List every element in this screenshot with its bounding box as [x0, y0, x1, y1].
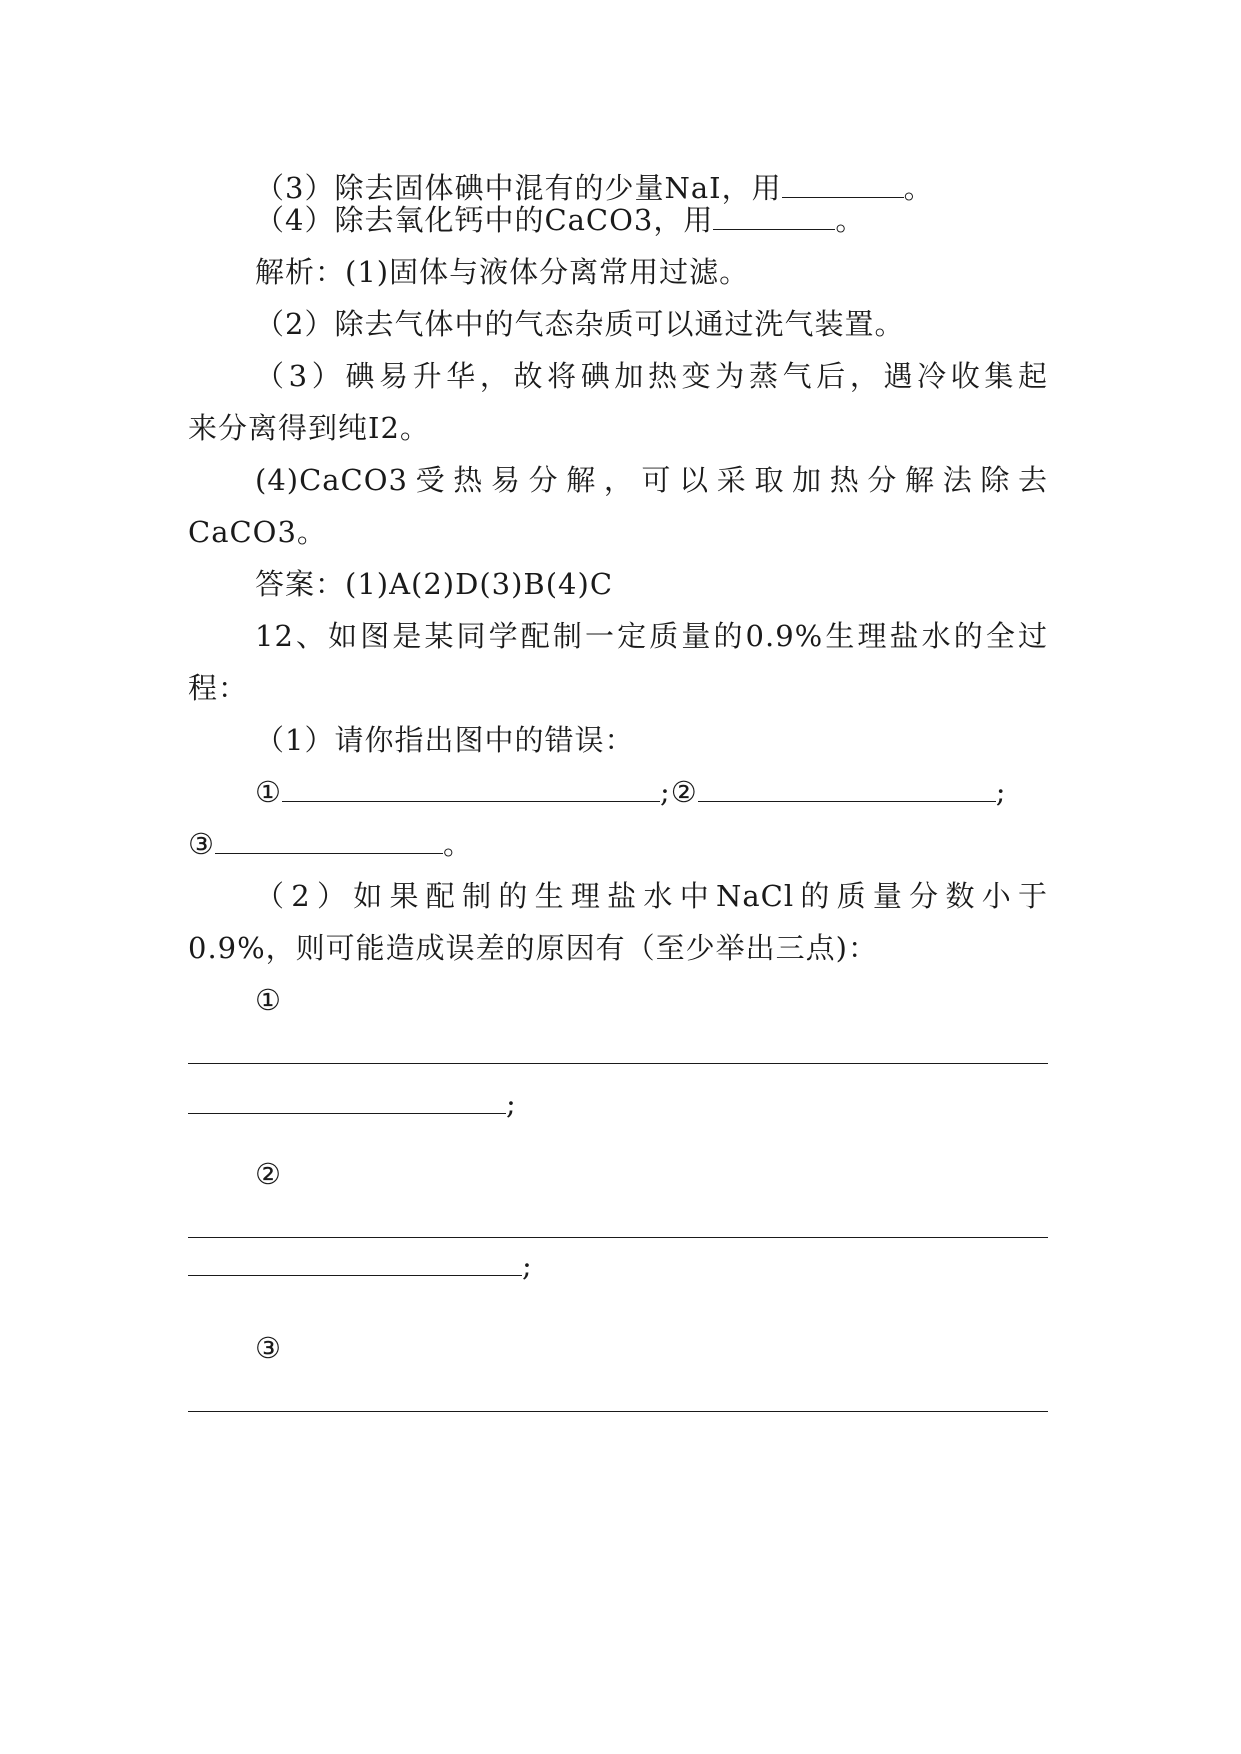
error-2-separator: ;	[995, 775, 1007, 809]
error-2-blank	[698, 773, 996, 802]
question-4-text: （4）除去氧化钙中的CaCO3，用	[255, 203, 714, 237]
error-3-end: 。	[443, 827, 474, 861]
question-12-part-1: （1）请你指出图中的错误：	[255, 723, 635, 757]
error-1-marker: ①	[255, 775, 282, 809]
analysis-3-line-1: （3）碘易升华，故将碘加热变为蒸气后，遇冷收集起	[255, 359, 1048, 393]
reason-2-end: ;	[522, 1249, 533, 1283]
reason-1-line-2	[188, 1084, 1048, 1124]
errors-line-1	[255, 772, 1048, 812]
question-12-part-2-line-2: 0.9%，则可能造成误差的原因有（至少举出三点)：	[188, 931, 878, 965]
reason-2-marker: ②	[255, 1157, 282, 1191]
question-4-end: 。	[835, 203, 866, 237]
reason-1-blank-line-2	[188, 1085, 506, 1114]
error-1-blank	[282, 773, 660, 802]
answer-line: 答案：(1)A(2)D(3)B(4)C	[255, 567, 614, 601]
reason-3-blank-line-1	[188, 1411, 1048, 1412]
reason-2-line-2	[188, 1246, 1048, 1286]
analysis-3-line-2: 来分离得到纯I2。	[188, 411, 430, 445]
reason-1-blank-line-1	[188, 1063, 1048, 1064]
analysis-4-line-2: CaCO3。	[188, 515, 327, 549]
error-3-blank	[215, 825, 443, 854]
analysis-2-line: （2）除去气体中的气态杂质可以通过洗气装置。	[255, 307, 905, 341]
analysis-4-line-1: (4)CaCO3受热易分解，可以采取加热分解法除去	[255, 463, 1048, 497]
reason-1-end: ;	[506, 1087, 517, 1121]
error-1-separator: ;	[660, 775, 671, 809]
analysis-1-line: 解析：(1)固体与液体分离常用过滤。	[255, 255, 750, 289]
question-3-blank	[782, 169, 904, 198]
question-12-part-2-line-1: （2）如果配制的生理盐水中NaCl的质量分数小于	[255, 879, 1048, 913]
question-12-line-2: 程：	[188, 671, 249, 705]
reason-1-marker: ①	[255, 983, 282, 1017]
question-4-blank	[713, 201, 835, 230]
question-12-line-1: 12、如图是某同学配制一定质量的0.9%生理盐水的全过	[255, 619, 1048, 653]
question-4-line	[255, 200, 1048, 240]
reason-3-marker: ③	[255, 1331, 282, 1365]
reason-2-blank-line-1	[188, 1237, 1048, 1238]
error-3-marker: ③	[188, 827, 215, 861]
question-3-end: 。	[903, 171, 934, 205]
question-3-text: （3）除去固体碘中混有的少量NaI，用	[255, 171, 782, 205]
errors-line-2	[188, 824, 1048, 864]
error-2-marker: ②	[670, 775, 698, 809]
reason-2-blank-line-2	[188, 1247, 522, 1276]
